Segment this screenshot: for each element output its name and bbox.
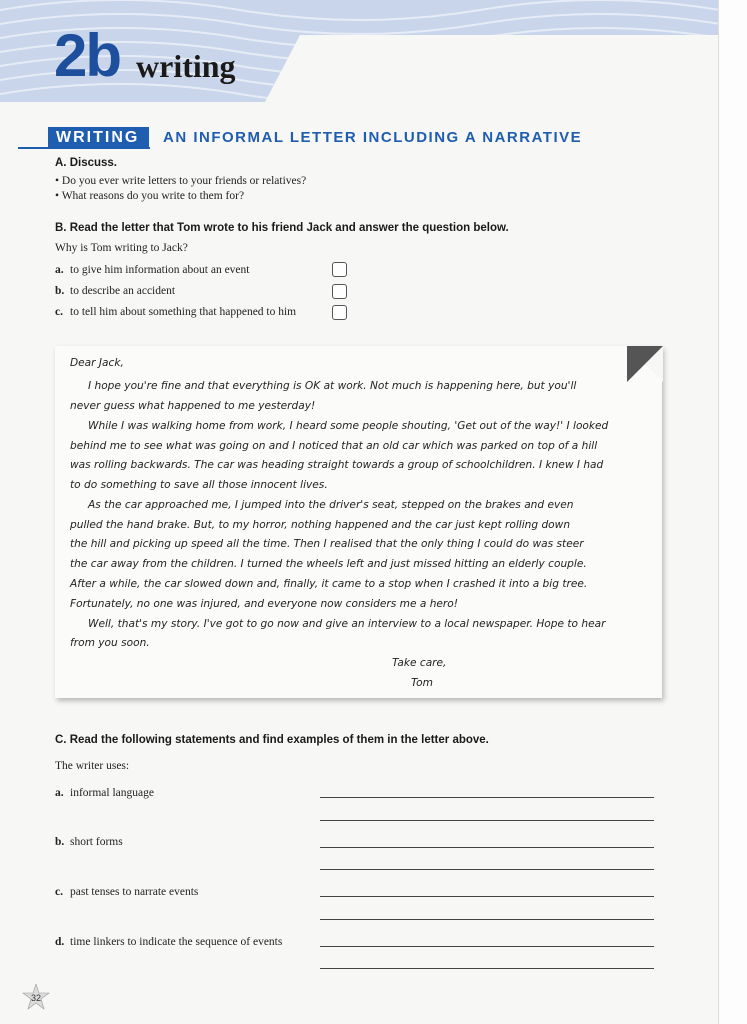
letter-line: I hope you're fine and that everything is OK at work. Not much is happening here, but you'll (88, 380, 577, 392)
section-tag: WRITING (48, 127, 149, 148)
unit-title: writing (136, 48, 236, 84)
letter-signature: Tom (411, 677, 433, 689)
letter-greeting: Dear Jack, (70, 357, 124, 369)
letter-line: was rolling backwards. The car was heading straight towards a group of schoolchildren. I knew I had (70, 459, 604, 471)
option-text: to describe an accident (70, 285, 176, 297)
part-a-bullet: • Do you ever write letters to your friends or relatives? (55, 175, 307, 187)
header-band (0, 0, 718, 102)
item-letter: a. (55, 787, 64, 799)
answer-line-b1[interactable] (320, 847, 654, 848)
item-letter: b. (55, 836, 65, 848)
option-b-checkbox[interactable] (332, 284, 347, 299)
letter-line: pulled the hand brake. But, to my horror, nothing happened and the car just kept rolling down (70, 519, 571, 531)
item-letter: c. (55, 886, 63, 898)
answer-line-d1[interactable] (320, 946, 654, 947)
letter-closing: Take care, (392, 657, 447, 669)
part-a-heading: A. Discuss. (55, 157, 117, 169)
part-b-heading: B. Read the letter that Tom wrote to his friend Jack and answer the question below. (55, 222, 509, 234)
option-letter: c. (55, 306, 63, 318)
letter-line: never guess what happened to me yesterday! (70, 400, 316, 412)
page-number: 32 (30, 993, 41, 1003)
answer-line-a1[interactable] (320, 797, 654, 798)
item-text: informal language (70, 787, 154, 799)
option-c-checkbox[interactable] (332, 305, 347, 320)
answer-line-d2[interactable] (320, 968, 654, 969)
item-text: short forms (70, 836, 123, 848)
page-fold-shadow (627, 346, 663, 382)
option-letter: a. (55, 264, 64, 276)
answer-line-c1[interactable] (320, 896, 654, 897)
option-letter: b. (55, 285, 65, 297)
letter-line: from you soon. (70, 637, 150, 649)
letter-line: the car away from the children. I turned the wheels left and just missed hitting an elderly couple. (70, 558, 587, 570)
item-text: time linkers to indicate the sequence of events (70, 936, 283, 948)
letter-line: Well, that's my story. I've got to go now and give an interview to a local newspaper. Hope to hear (88, 618, 606, 630)
section-subtitle: AN INFORMAL LETTER INCLUDING A NARRATIVE (163, 129, 583, 146)
page-number-badge (22, 984, 50, 1012)
answer-line-c2[interactable] (320, 919, 654, 920)
part-a-bullet: • What reasons do you write to them for? (55, 190, 245, 202)
part-b-question: Why is Tom writing to Jack? (55, 242, 188, 254)
part-a-bullet-text: Do you ever write letters to your friends or relatives? (61, 175, 307, 187)
letter-line: behind me to see what was going on and I noticed that an old car which was parked on top of a hill (70, 440, 598, 452)
letter-line: Fortunately, no one was injured, and everyone now considers me a hero! (70, 598, 459, 610)
unit-number: 2b (54, 22, 121, 89)
letter-line: After a while, the car slowed down and, finally, it came to a stop when I crashed it into a big tree. (70, 578, 588, 590)
item-text: past tenses to narrate events (70, 886, 199, 898)
letter-line: to do something to save all those innocent lives. (70, 479, 328, 491)
page-edge (718, 0, 747, 1024)
answer-line-b2[interactable] (320, 869, 654, 870)
option-a-checkbox[interactable] (332, 262, 347, 277)
part-c-heading: C. Read the following statements and find examples of them in the letter above. (55, 734, 489, 746)
answer-line-a2[interactable] (320, 820, 654, 821)
part-a-bullet-text: What reasons do you write to them for? (61, 190, 245, 202)
item-letter: d. (55, 936, 65, 948)
letter-line: the hill and picking up speed all the time. Then I realised that the only thing I could do was steer (70, 538, 584, 550)
option-text: to tell him about something that happened to him (70, 306, 297, 318)
option-text: to give him information about an event (70, 264, 250, 276)
letter-line: While I was walking home from work, I heard some people shouting, 'Get out of the way!' I looked (88, 420, 609, 432)
letter-line: As the car approached me, I jumped into the driver's seat, stepped on the brakes and even (88, 499, 574, 511)
part-c-intro: The writer uses: (55, 760, 130, 772)
